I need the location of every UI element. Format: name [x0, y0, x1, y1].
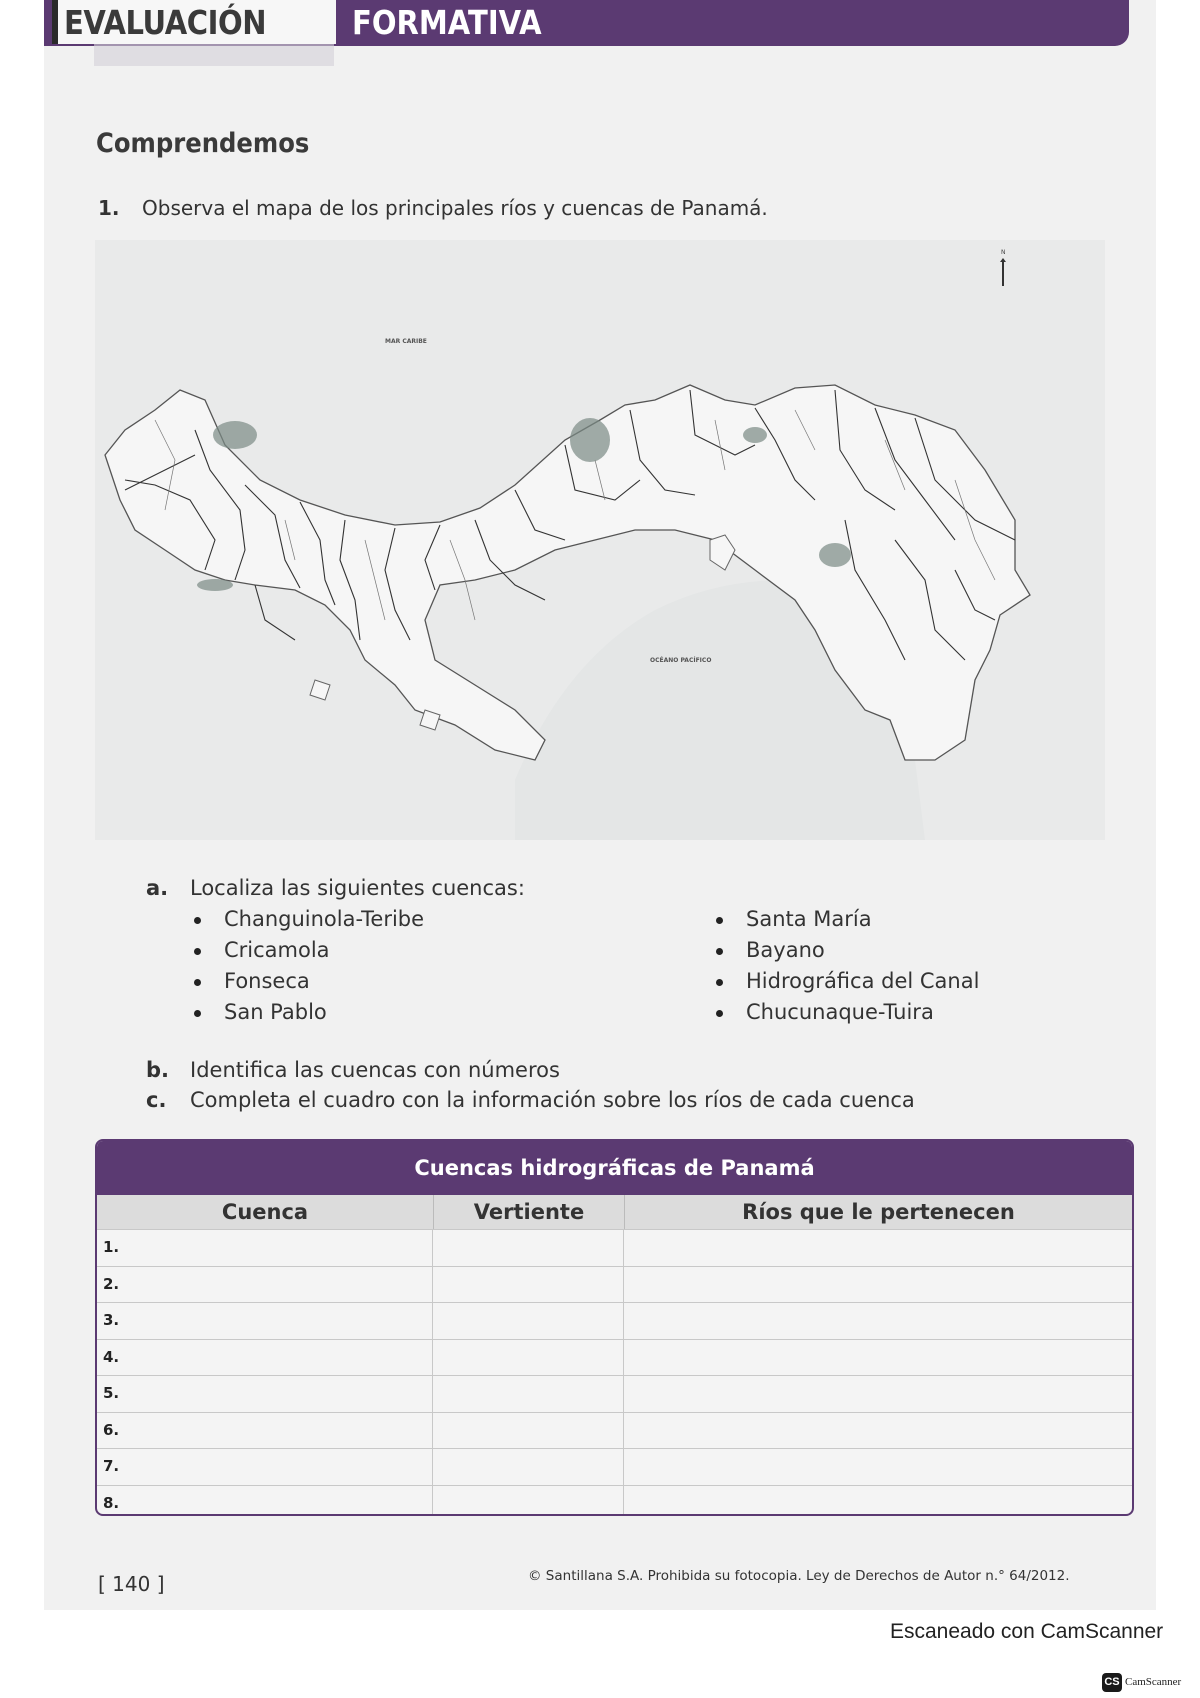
cell-rios[interactable]	[624, 1267, 1132, 1303]
table-title: Cuencas hidrográficas de Panamá	[97, 1141, 1132, 1195]
list-item: Hidrográfica del Canal	[710, 966, 979, 997]
cell-vertiente[interactable]	[433, 1376, 624, 1412]
north-arrow-label: N	[1001, 249, 1006, 256]
cell-rios[interactable]	[624, 1413, 1132, 1449]
list-item: Fonseca	[188, 966, 424, 997]
cell-rios[interactable]	[624, 1376, 1132, 1412]
table-row	[97, 1302, 1132, 1339]
item-b-text: Identifica las cuencas con números	[190, 1058, 560, 1082]
table-row	[97, 1375, 1132, 1412]
scanner-watermark: Escaneado con CamScanner	[890, 1620, 1164, 1643]
list-item: San Pablo	[188, 997, 424, 1028]
question-1-number: 1.	[98, 196, 120, 220]
basin-list-right	[710, 904, 979, 1028]
item-b-letter: b.	[146, 1058, 170, 1082]
header-vertiente: Vertiente	[434, 1195, 625, 1229]
cell-vertiente[interactable]	[433, 1303, 624, 1339]
table-row	[97, 1448, 1132, 1485]
map-svg	[95, 240, 1105, 840]
page-number: [ 140 ]	[98, 1572, 165, 1596]
row-number: 5.	[97, 1376, 433, 1412]
row-number: 8.	[97, 1486, 433, 1517]
header-rios: Ríos que le pertenecen	[742, 1200, 1015, 1224]
camscanner-logo-name: CamScanner	[1125, 1676, 1182, 1688]
cell-rios[interactable]	[624, 1449, 1132, 1485]
header-shadow	[94, 44, 334, 66]
row-number: 3.	[97, 1303, 433, 1339]
cell-rios[interactable]	[624, 1303, 1132, 1339]
item-b	[146, 1058, 560, 1082]
item-a-letter: a.	[146, 876, 169, 900]
cell-vertiente[interactable]	[433, 1230, 624, 1266]
basin-list-left	[188, 904, 424, 1028]
table-row	[97, 1339, 1132, 1376]
header-title-evaluacion: EVALUACIÓN	[64, 3, 267, 42]
header-cuenca: Cuenca	[97, 1195, 434, 1229]
table-row	[97, 1412, 1132, 1449]
cell-rios[interactable]	[624, 1340, 1132, 1376]
header-title-formativa: FORMATIVA	[352, 3, 542, 42]
camscanner-logo-icon: CS	[1102, 1673, 1122, 1692]
table-header-row	[97, 1195, 1132, 1229]
item-c	[146, 1088, 915, 1112]
list-item: Changuinola-Teribe	[188, 904, 424, 935]
list-item: Bayano	[710, 935, 979, 966]
panama-basins-map	[95, 240, 1105, 840]
item-c-letter: c.	[146, 1088, 167, 1112]
list-item: Cricamola	[188, 935, 424, 966]
map-label-pacific: OCÉANO PACÍFICO	[650, 657, 712, 664]
list-item: Chucunaque-Tuira	[710, 997, 979, 1028]
list-item: Santa María	[710, 904, 979, 935]
cell-vertiente[interactable]	[433, 1267, 624, 1303]
cell-vertiente[interactable]	[433, 1413, 624, 1449]
question-1-text: Observa el mapa de los principales ríos y cuencas de Panamá.	[142, 196, 768, 220]
cell-vertiente[interactable]	[433, 1486, 624, 1517]
item-a-text: Localiza las siguientes cuencas:	[190, 876, 525, 900]
copyright-notice: © Santillana S.A. Prohibida su fotocopia. Ley de Derechos de Autor n.° 64/2012.	[528, 1568, 1070, 1584]
question-1	[98, 196, 768, 220]
table-row	[97, 1266, 1132, 1303]
row-number: 7.	[97, 1449, 433, 1485]
item-a	[146, 876, 525, 900]
row-number: 6.	[97, 1413, 433, 1449]
cell-vertiente[interactable]	[433, 1340, 624, 1376]
row-number: 4.	[97, 1340, 433, 1376]
table-row	[97, 1229, 1132, 1266]
cell-rios[interactable]	[624, 1230, 1132, 1266]
row-number: 1.	[97, 1230, 433, 1266]
section-title: Comprendemos	[96, 128, 310, 159]
north-arrow-icon	[1000, 249, 1006, 286]
item-c-text: Completa el cuadro con la información sobre los ríos de cada cuenca	[190, 1088, 915, 1112]
row-number: 2.	[97, 1267, 433, 1303]
cell-vertiente[interactable]	[433, 1449, 624, 1485]
cell-rios[interactable]	[624, 1486, 1132, 1517]
basins-table	[95, 1139, 1134, 1516]
table-row	[97, 1485, 1132, 1517]
map-label-caribbean: MAR CARIBE	[385, 338, 427, 345]
